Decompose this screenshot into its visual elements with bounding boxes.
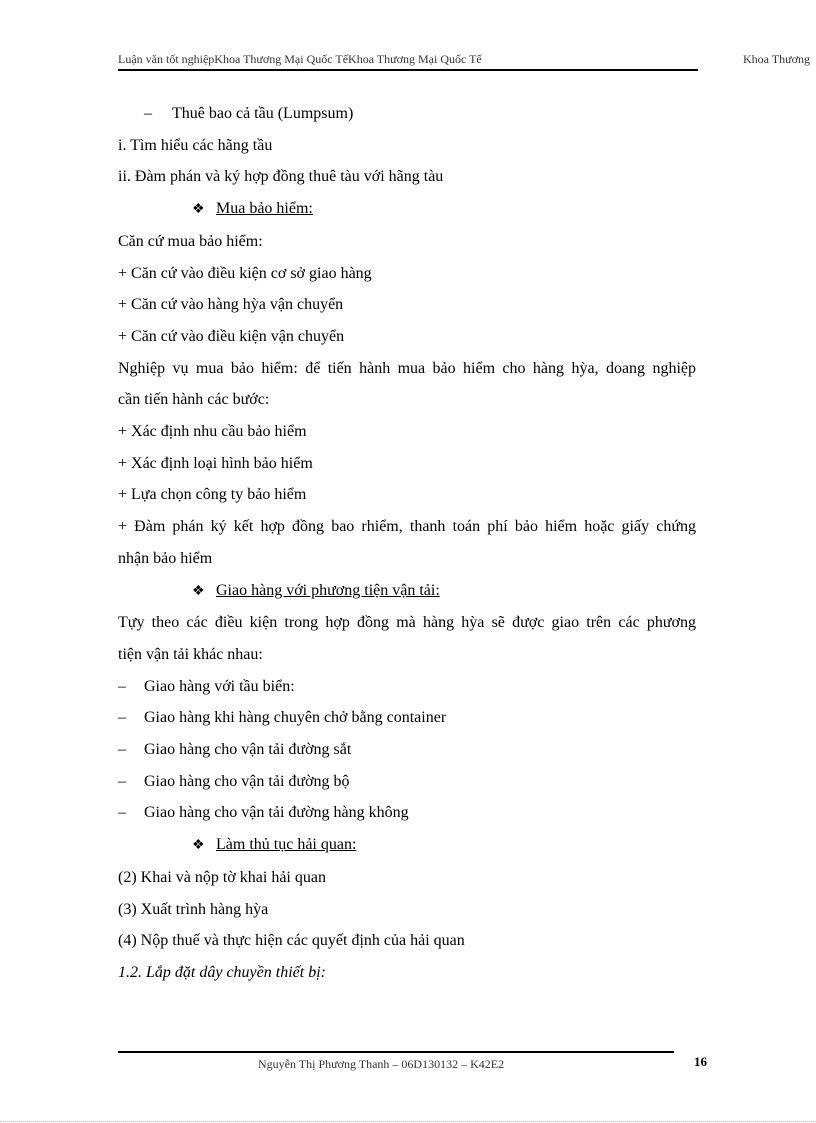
list-item: + Căn cứ vào điều kiện vận chuyển <box>118 327 345 345</box>
page-edge-divider <box>0 1121 816 1122</box>
document-body <box>118 98 696 989</box>
list-item <box>118 734 696 766</box>
dash-marker: – <box>118 709 126 727</box>
list-item-text: Giao hàng cho vận tải đường hàng không <box>144 804 409 822</box>
paragraph: Căn cứ mua bảo hiểm: <box>118 232 263 250</box>
list-item <box>118 98 696 130</box>
list-item: + Lựa chọn công ty bảo hiểm <box>118 486 307 504</box>
list-item <box>118 702 696 734</box>
list-item: + Xác định loại hình bảo hiểm <box>118 454 313 472</box>
paragraph-line: + Đàm phán ký kết hợp đồng bao rhiểm, thanh toán phí bảo hiểm hoặc giấy chứng <box>118 518 696 536</box>
running-header-right: Khoa Thương <box>743 52 810 66</box>
list-item: (2) Khai và nộp tờ khai hải quan <box>118 868 326 886</box>
dash-marker: – <box>118 677 126 695</box>
dash-marker: – <box>118 772 126 790</box>
customs-heading <box>118 829 696 862</box>
paragraph-line: tiện vận tải khác nhau: <box>118 645 263 663</box>
dash-marker: – <box>144 105 152 122</box>
diamond-bullet-icon: ❖ <box>192 202 205 218</box>
step-i: i. Tìm hiểu các hãng tầu <box>118 136 273 154</box>
heading-text: Giao hàng với phương tiện vận tải: <box>216 581 440 599</box>
list-item-text: Thuê bao cả tầu (Lumpsum) <box>172 105 354 122</box>
list-item-text: Giao hàng với tầu biển: <box>144 677 295 695</box>
insurance-heading <box>118 193 696 226</box>
list-item-text: Giao hàng khi hàng chuyên chở bằng container <box>144 709 447 727</box>
paragraph-line: cần tiến hành các bước: <box>118 391 270 409</box>
list-item-text: Giao hàng cho vận tải đường sắt <box>144 741 352 759</box>
paragraph-line: Nghiệp vụ mua bảo hiểm: để tiến hành mua bảo hiểm cho hàng hỳa, doang nghiệp <box>118 359 696 377</box>
list-item: + Căn cứ vào điều kiện cơ sở giao hàng <box>118 264 372 282</box>
footer-divider <box>118 1051 674 1053</box>
page-number: 16 <box>694 1054 707 1069</box>
list-item: (4) Nộp thuế và thực hiện các quyết định của hải quan <box>118 932 465 950</box>
paragraph-line: Tựy theo các điều kiện trong hợp đồng mà hàng hỳa sẽ được giao trên các phương <box>118 614 696 632</box>
dash-marker: – <box>118 804 126 822</box>
footer-author: Nguyễn Thị Phương Thanh – 06D130132 – K42E2 <box>258 1057 505 1071</box>
diamond-bullet-icon: ❖ <box>192 583 205 599</box>
delivery-heading <box>118 575 696 608</box>
list-item: (3) Xuất trình hàng hỳa <box>118 900 269 918</box>
paragraph-line: nhận bảo hiểm <box>118 549 213 567</box>
diamond-bullet-icon: ❖ <box>192 838 205 854</box>
list-item: + Xác định nhu cầu bảo hiểm <box>118 423 307 441</box>
list-item-text: Giao hàng cho vận tải đường bộ <box>144 772 350 790</box>
list-item: + Căn cứ vào hàng hỳa vận chuyển <box>118 296 344 314</box>
heading-text: Mua bảo hiểm: <box>216 200 313 218</box>
dash-marker: – <box>118 741 126 759</box>
heading-text: Làm thủ tục hải quan: <box>216 836 357 854</box>
section-heading: 1.2. Lắp đặt dây chuyền thiết bị: <box>118 963 326 981</box>
list-item <box>118 766 696 798</box>
running-header: Luận văn tốt nghiệpKhoa Thương Mại Quốc TếKhoa Thương Mại Quốc Tế <box>118 52 698 71</box>
list-item <box>118 797 696 829</box>
list-item <box>118 671 696 703</box>
step-ii: ii. Đàm phán và ký hợp đồng thuê tàu với hãng tàu <box>118 168 444 186</box>
